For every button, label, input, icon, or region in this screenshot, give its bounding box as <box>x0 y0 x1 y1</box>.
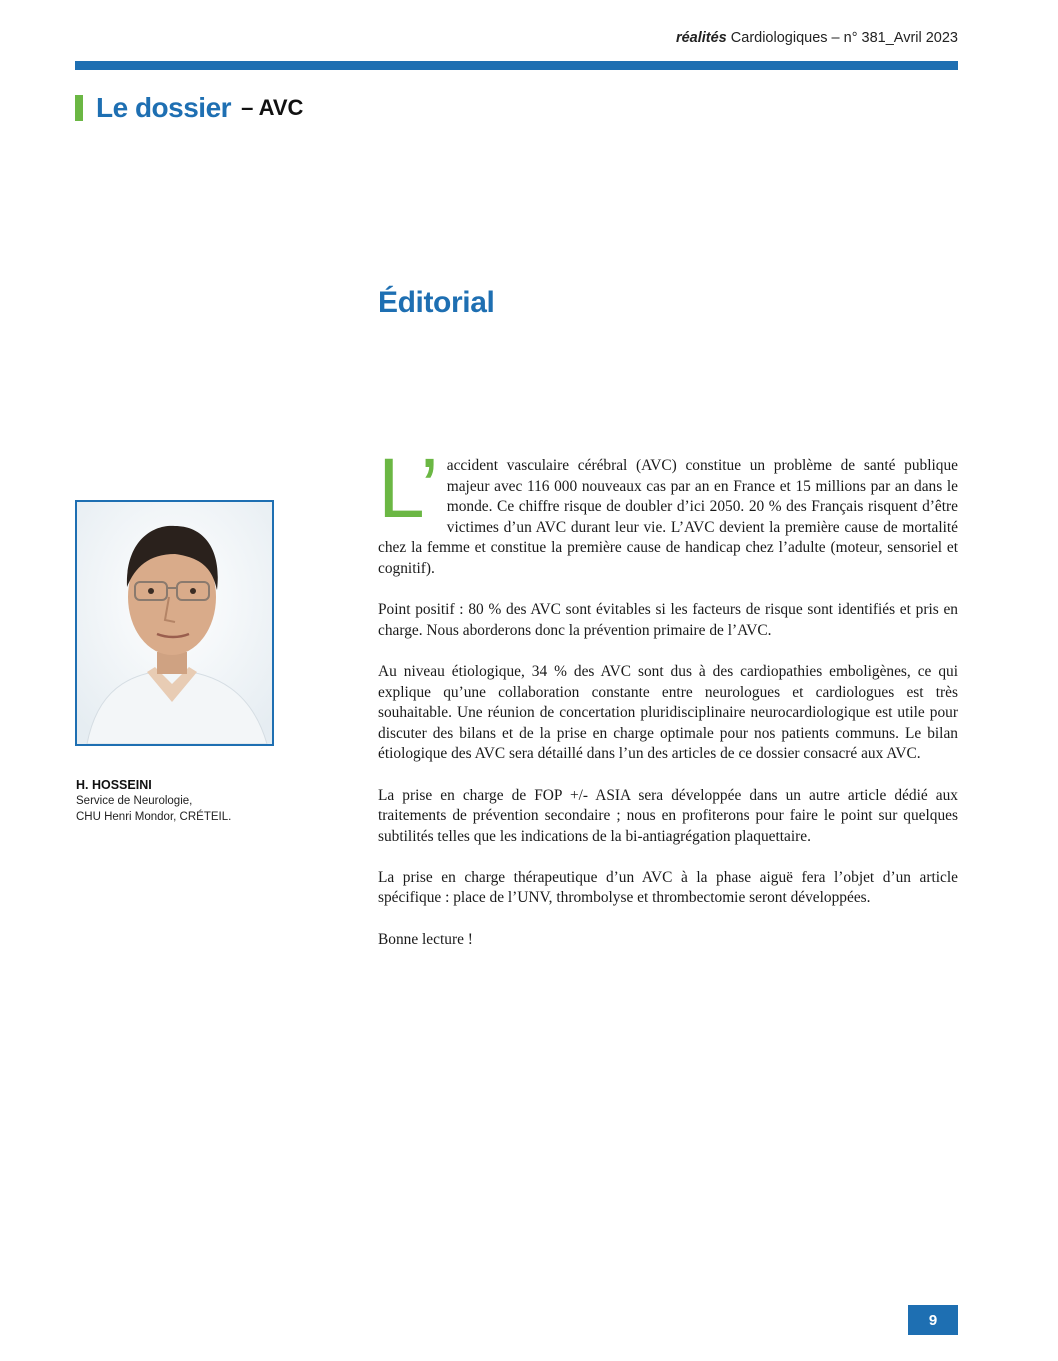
author-block <box>76 777 231 825</box>
editorial-body <box>378 441 958 971</box>
page-number: 9 <box>908 1305 958 1335</box>
page-title: Éditorial <box>378 286 495 319</box>
section-topic: – AVC <box>241 95 304 120</box>
paragraph-2: Point positif : 80 % des AVC sont évitables si les facteurs de risque sont identifiés et pris en charge. Nous aborderons donc la prévention primaire de l’AVC. <box>378 601 958 639</box>
section-marker <box>75 95 83 121</box>
paragraph-5: La prise en charge thérapeutique d’un AVC à la phase aiguë fera l’objet d’un article spécifique : place de l’UNV, thrombolyse et thrombectomie seront développées. <box>378 868 958 907</box>
author-name: H. HOSSEINI <box>76 778 152 792</box>
section-label: Le dossier <box>96 92 232 123</box>
paragraph-3: Au niveau étiologique, 34 % des AVC sont dus à des cardiopathies emboligènes, ce qui explique qu’une collaboration constante entre neurologues et cardiologues est très souhaitable. Une réunion de concertation pluridisciplinaire neurocardiologique est utile pour discuter des bilans et de la prise en charge optimale pour nos patients communs. Le bilan étiologique des AVC sera détaillé dans l’un des articles de ce dossier consacré aux AVC. <box>378 662 958 763</box>
drop-cap: L’ <box>378 441 439 535</box>
journal-reference <box>676 30 958 46</box>
paragraph-4: La prise en charge de FOP +/- ASIA sera développée dans un autre article dédié aux traitements de prévention secondaire ; nous en profiterons pour faire le point sur quelques subtilités telles que les indications de la bi-antiagrégation plaquettaire. <box>378 786 958 845</box>
paragraph-1-text: accident vasculaire cérébral (AVC) constitue un problème de santé publique majeur avec 116 000 nouveaux cas par an en France et 15 millions par an dans le monde. Ce chiffre risque de doubler d’ici 2050. 20 % des Français risquent d’être victimes d’un AVC durant leur vie. L’AVC devient la première cause de mortalité chez la femme et constitue la première cause de handicap chez l’adulte (moteur, sensoriel et cognitif). <box>378 457 958 577</box>
journal-brand: réalités <box>675 30 727 46</box>
closing-line: Bonne lecture ! <box>378 930 473 948</box>
author-portrait <box>75 500 274 746</box>
paragraph-1 <box>378 441 958 580</box>
section-title <box>75 90 303 126</box>
header-rule <box>75 61 958 70</box>
author-affiliation-line1: Service de Neurologie, <box>76 795 193 807</box>
journal-issue: Cardiologiques – n° 381_Avril 2023 <box>730 30 958 46</box>
author-affiliation-line2: CHU Henri Mondor, CRÉTEIL. <box>76 811 232 823</box>
